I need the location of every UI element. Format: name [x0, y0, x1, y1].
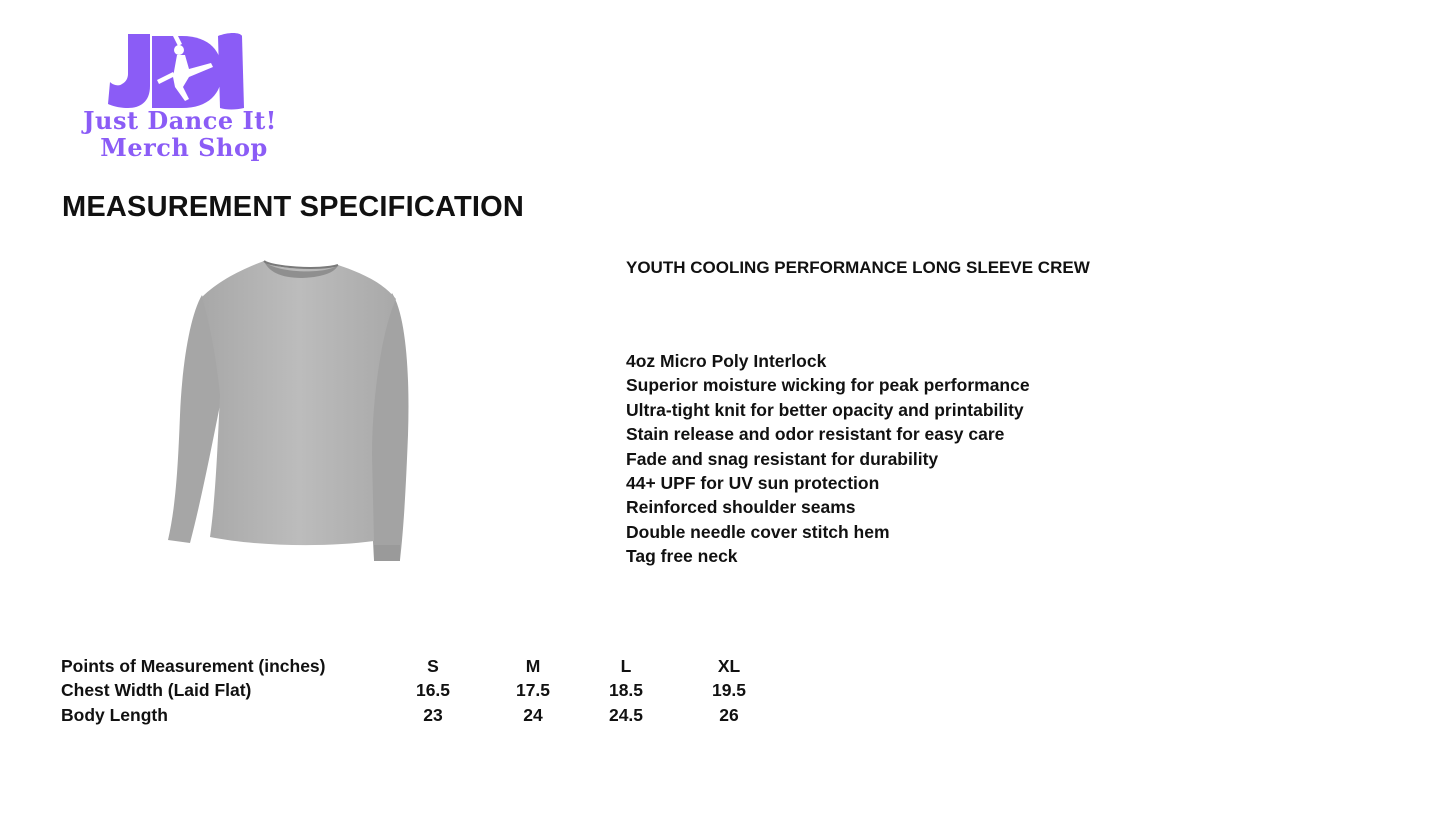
table-cell: 18.5	[608, 680, 644, 701]
table-header-cell: M	[525, 655, 541, 676]
logo-line-1: Just Dance It!	[83, 106, 277, 135]
table-cell: Body Length	[61, 704, 168, 725]
jdi-monogram-icon	[80, 30, 280, 110]
table-header-cell: Points of Measurement (inches)	[61, 655, 326, 676]
table-row	[61, 703, 789, 728]
table-header-cell: S	[427, 655, 439, 676]
page-title: MEASUREMENT SPECIFICATION	[62, 191, 525, 223]
feature-item: 44+ UPF for UV sun protection	[626, 473, 880, 494]
table-cell: 19.5	[711, 680, 747, 701]
table-cell: 24.5	[608, 704, 644, 725]
table-row	[61, 679, 789, 704]
table-cell: 17.5	[515, 680, 551, 701]
shirt-image	[160, 255, 420, 575]
table-cell: 24	[523, 704, 543, 725]
feature-item: Tag free neck	[626, 546, 738, 567]
feature-item: Fade and snag resistant for durability	[626, 448, 939, 469]
feature-item: 4oz Micro Poly Interlock	[626, 351, 827, 371]
table-header-cell: L	[620, 655, 632, 676]
table-cell: 16.5	[415, 680, 451, 701]
logo-line-2: Merch Shop	[100, 133, 268, 162]
feature-item: Reinforced shoulder seams	[626, 497, 856, 518]
table-header-cell: XL	[717, 655, 741, 676]
feature-list	[626, 349, 1030, 569]
feature-item: Superior moisture wicking for peak performance	[626, 375, 1030, 396]
size-chart-table	[61, 654, 789, 728]
table-header-row	[61, 654, 789, 679]
table-cell: 23	[423, 704, 443, 725]
brand-logo	[80, 30, 280, 170]
feature-item: Double needle cover stitch hem	[626, 521, 890, 542]
table-cell: 26	[719, 704, 739, 725]
table-cell: Chest Width (Laid Flat)	[61, 680, 252, 701]
product-name: YOUTH COOLING PERFORMANCE LONG SLEEVE CREW	[626, 258, 1090, 277]
feature-item: Stain release and odor resistant for easy care	[626, 424, 1005, 445]
feature-item: Ultra-tight knit for better opacity and printability	[626, 399, 1024, 420]
